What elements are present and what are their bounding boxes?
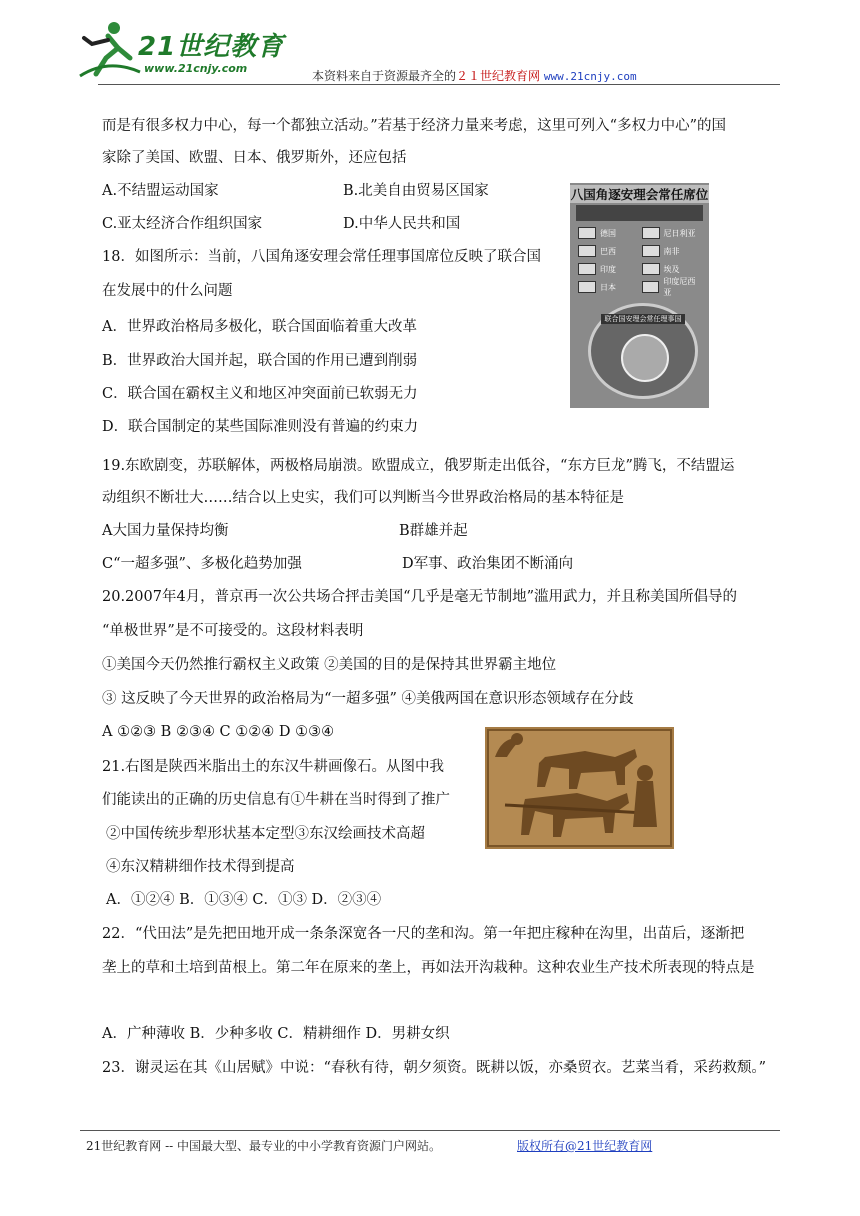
q20-statement: ①美国今天仍然推行霸权主义政策 ②美国的目的是保持其世界霸主地位 <box>102 657 557 673</box>
header-divider <box>98 84 780 85</box>
runner-icon <box>78 18 142 78</box>
q20-statement: ③ 这反映了今天世界的政治格局为“一超多强” ④美俄两国在意识形态领域存在分歧 <box>102 691 634 707</box>
country-label: 埃及 <box>663 264 680 274</box>
country-label: 尼日利亚 <box>663 228 696 238</box>
un-emblem-icon <box>621 334 669 382</box>
figure-un-security-council <box>570 183 709 408</box>
q23-stem: 23．谢灵运在其《山居赋》中说：“春秋有待，朝夕须资。既耕以饭，亦桑贸衣。艺菜当肴，采药救颓。” <box>102 1060 767 1076</box>
q21-stem: 们能读出的正确的历史信息有①牛耕在当时得到了推广 <box>102 792 450 808</box>
q18-option-a: A．世界政治格局多极化，联合国面临着重大改革 <box>102 319 417 335</box>
q21-options: A．①②④ B．①③④ C．①③ D．②③④ <box>106 892 382 908</box>
q22-options: A．广种薄收 B．少种多收 C．精耕细作 D．男耕女织 <box>102 1026 450 1042</box>
header-site-link[interactable]: ２１世纪教育网 <box>456 69 541 83</box>
figure-ox-plough-carving <box>485 727 674 849</box>
q17-option-b: B.北美自由贸易区国家 <box>343 183 489 199</box>
country-label: 南非 <box>663 246 680 256</box>
header-url[interactable]: www.21cnjy.com <box>543 70 637 83</box>
q20-stem: “单极世界”是不可接受的。这段材料表明 <box>102 623 364 639</box>
header-tagline <box>312 67 637 84</box>
q18-option-c: C．联合国在霸权主义和地区冲突面前已软弱无力 <box>102 386 418 402</box>
country-label: 日本 <box>600 282 616 292</box>
q19-option-c: C“一超多强”、多极化趋势加强 <box>102 556 302 572</box>
q19-stem: 19.东欧剧变，苏联解体，两极格局崩溃。欧盟成立，俄罗斯走出低谷，“东方巨龙”腾飞，不结盟运 <box>102 458 735 474</box>
logo-text: 21世纪教育 <box>138 32 285 62</box>
ox-plough-image <box>485 727 674 849</box>
q19-option-a: A大国力量保持均衡 <box>102 523 229 539</box>
country-label: 印度尼西亚 <box>663 277 696 297</box>
q21-stem: ②中国传统步犁形状基本定型③东汉绘画技术高超 <box>106 826 425 842</box>
q18-stem: 18．如图所示：当前，八国角逐安理会常任理事国席位反映了联合国 <box>102 249 541 265</box>
flag-icon <box>578 281 596 293</box>
q17-option-d: D.中华人民共和国 <box>343 216 461 232</box>
footer-divider <box>80 1130 780 1131</box>
flag-icon <box>642 245 660 257</box>
q21-stem: ④东汉精耕细作技术得到提高 <box>106 859 295 875</box>
logo-url: www.21cnjy.com <box>144 62 248 75</box>
flag-icon <box>642 263 660 275</box>
q22-stem: 垄上的草和土培到苗根上。第二年在原来的垄上，再如法开沟栽种。这种农业生产技术所表现的特点是 <box>102 960 755 976</box>
q20-options: A ①②③ B ②③④ C ①②④ D ①③④ <box>102 724 335 740</box>
header-prefix: 本资料来自于资源最齐全的 <box>312 69 457 83</box>
q20-stem: 20.2007年4月，普京再一次公共场合抨击美国“几乎是毫无节制地”滥用武力，并且称美国所倡导的 <box>102 589 738 605</box>
q17-option-c: C.亚太经济合作组织国家 <box>102 216 263 232</box>
q18-stem: 在发展中的什么问题 <box>102 283 233 299</box>
q19-option-d: D军事、政治集团不断涌向 <box>402 556 574 572</box>
footer-copyright-link[interactable]: 版权所有@21世纪教育网 <box>517 1139 653 1153</box>
q21-stem: 21.右图是陕西米脂出土的东汉牛耕画像石。从图中我 <box>102 759 445 775</box>
q22-stem: 22．“代田法”是先把田地开成一条条深宽各一尺的垄和沟。第一年把庄稼种在沟里，出苗后，逐渐把 <box>102 926 745 942</box>
footer-text: 21世纪教育网 -- 中国最大型、最专业的中小学教育资源门户网站。 <box>86 1139 442 1153</box>
q18-option-d: D．联合国制定的某些国际准则没有普遍的约束力 <box>102 419 419 435</box>
council-table-image <box>588 303 698 399</box>
text-line: 而是有很多权力中心，每一个都独立活动。”若基于经济力量来考虑，这里可列入“多权力中心”的国 <box>102 118 726 134</box>
q18-option-b: B．世界政治大国并起，联合国的作用已遭到削弱 <box>102 353 418 369</box>
council-label: 联合国安理会常任理事国 <box>601 314 685 324</box>
flag-icon <box>578 227 596 239</box>
figure-title: 八国角逐安理会常任席位 <box>570 187 709 202</box>
q17-option-a: A.不结盟运动国家 <box>102 183 219 199</box>
flag-icon <box>642 227 660 239</box>
country-label: 德国 <box>600 228 616 238</box>
flag-icon <box>578 245 596 257</box>
text-line: 家除了美国、欧盟、日本、俄罗斯外，还应包括 <box>102 150 407 166</box>
figure-caption-block <box>576 205 703 221</box>
flag-icon <box>642 281 660 293</box>
flag-icon <box>578 263 596 275</box>
site-logo[interactable] <box>78 18 298 82</box>
country-label: 巴西 <box>600 246 616 256</box>
country-label: 印度 <box>600 264 616 274</box>
q19-stem: 动组织不断壮大……结合以上史实，我们可以判断当今世界政治格局的基本特征是 <box>102 490 624 506</box>
q19-option-b: B群雄并起 <box>399 523 468 539</box>
